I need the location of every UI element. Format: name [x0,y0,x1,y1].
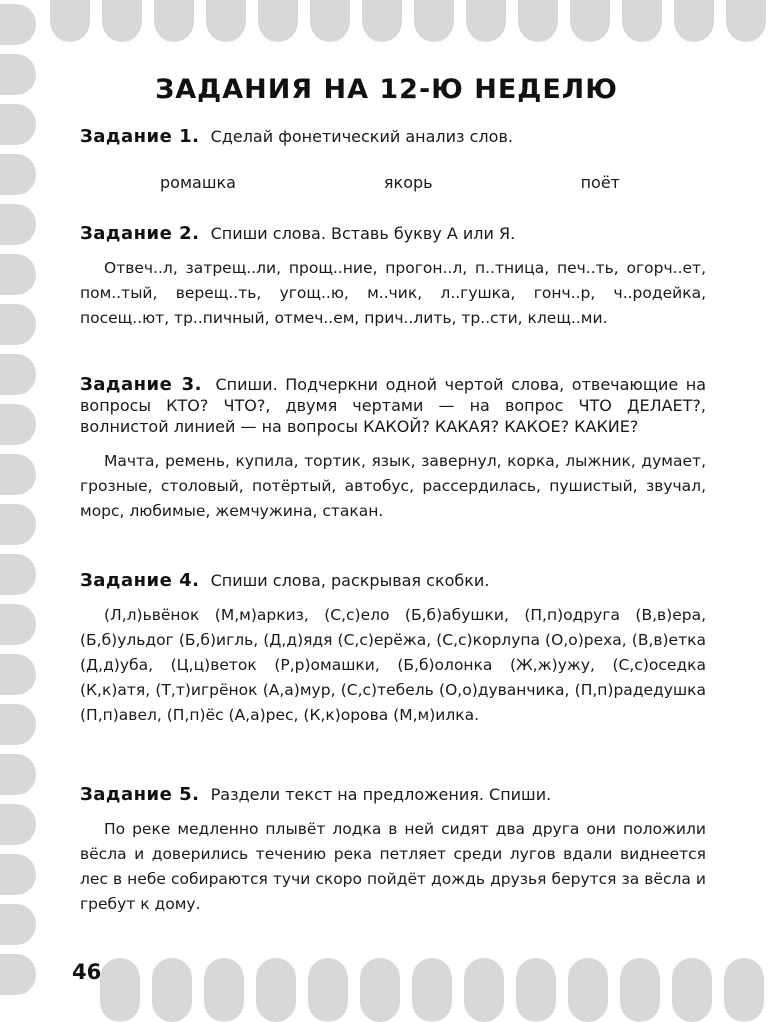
tab-shape [0,604,36,645]
task-2-header [80,223,706,244]
tab-shape [204,958,244,1022]
task-3 [80,374,706,524]
tab-shape [256,958,296,1022]
tab-shape [466,0,506,42]
tab-shape [412,958,452,1022]
tab-shape [0,4,36,45]
task-2-body: Отвеч..л, затрещ..ли, прощ..ние, прогон..л, п..тница, печ..ть, огорч..ет, пом..тый, верещ..ть, угощ..ю, м..чик, л..гушка, гонч..р, ч..родейка, посещ..ют, тр..пичный, отмеч..ем, прич..лить, тр..сти, клещ..ми. [80,259,706,327]
tab-shape [362,0,402,42]
tab-shape [672,958,712,1022]
tab-shape [0,954,36,995]
tab-shape [0,404,36,445]
task-3-label: Задание 3. [80,374,202,395]
tab-shape [206,0,246,42]
tab-shape [308,958,348,1022]
tab-shape [518,0,558,42]
tab-shape [0,504,36,545]
task-4-instruction: Спиши слова, раскрывая скобки. [210,571,490,590]
tab-shape [0,554,36,595]
tab-shape [570,0,610,42]
task-1-instruction: Сделай фонетический анализ слов. [210,127,513,146]
task-5-body: По реке медленно плывёт лодка в ней сидят два друга они положили вёсла и доверились течению река петляет среди лугов вдали виднеется лес в небе собираются тучи скоро пойдёт дождь друзья берутся за вёсла и гребут к дому. [80,820,706,913]
bottom-tabs-decoration [100,958,773,1022]
task-5-header [80,784,706,805]
word-item: ромашка [160,173,236,192]
task-3-header [80,374,706,437]
page-number: 46 [72,960,102,984]
tab-shape [310,0,350,42]
tab-shape [360,958,400,1022]
task-3-instruction: Спиши. Подчеркни одной чертой слова, отвечающие на вопросы КТО? ЧТО?, двумя чертами — на вопрос ЧТО ДЕЛАЕТ?, волнистой линией — на вопросы КАКОЙ? КАКАЯ? КАКОЕ? КАКИЕ? [80,375,706,436]
tab-shape [0,654,36,695]
tab-shape [0,904,36,945]
tab-shape [258,0,298,42]
task-3-body: Мачта, ремень, купила, тортик, язык, завернул, корка, лыжник, думает, грозные, столовый, потёртый, автобус, рассердилась, пушистый, звучал, морс, любимые, жемчужина, стакан. [80,452,706,520]
tab-shape [724,958,764,1022]
tab-shape [0,704,36,745]
top-tabs-decoration [50,0,773,42]
task-2-instruction: Спиши слова. Вставь букву А или Я. [210,224,516,243]
page-title: ЗАДАНИЯ НА 12-Ю НЕДЕЛЮ [155,74,618,105]
tab-shape [464,958,504,1022]
tab-shape [0,754,36,795]
task-4-body: (Л,л)ьвёнок (М,м)аркиз, (С,с)ело (Б,б)абушки, (П,п)одруга (В,в)ера, (Б,б)ульдог (Б,б)игль, (Д,д)ядя (С,с)ерёжа, (С,с)корлупа (О,о)реха, (В,в)етка (Д,д)уба, (Ц,ц)веток (Р,р)омашки, (Б,б)олонка (Ж,ж)ужу, (С,с)оседка (К,к)атя, (Т,т)игрёнок (А,а)мур, (С,с)тебель (О,о)дуванчика, (П,п)радедушка (П,п)авел, (П,п)ёс (А,а)рес, (К,к)орова (М,м)илка. [80,606,706,724]
task-5-label: Задание 5. [80,784,200,805]
tab-shape [0,254,36,295]
tab-shape [516,958,556,1022]
tab-shape [622,0,662,42]
task-4 [80,570,706,728]
tab-shape [0,154,36,195]
tab-shape [152,958,192,1022]
word-item: поёт [580,173,620,192]
tab-shape [0,204,36,245]
tab-shape [0,804,36,845]
task-4-label: Задание 4. [80,570,200,591]
tab-shape [726,0,766,42]
tab-shape [0,454,36,495]
tab-shape [102,0,142,42]
task-4-header [80,570,706,591]
tab-shape [0,104,36,145]
tab-shape [568,958,608,1022]
left-tabs-decoration [0,0,36,1000]
task-1-words [160,173,620,192]
task-2-label: Задание 2. [80,223,200,244]
tab-shape [674,0,714,42]
tab-shape [414,0,454,42]
tab-shape [0,304,36,345]
tab-shape [154,0,194,42]
task-5 [80,784,706,917]
tab-shape [50,0,90,42]
task-1-header [80,126,706,147]
tab-shape [620,958,660,1022]
tab-shape [100,958,140,1022]
tab-shape [0,854,36,895]
task-1-label: Задание 1. [80,126,200,147]
task-2 [80,223,706,331]
word-item: якорь [383,173,433,192]
tab-shape [0,354,36,395]
task-5-instruction: Раздели текст на предложения. Спиши. [210,785,552,804]
task-1 [80,126,706,147]
